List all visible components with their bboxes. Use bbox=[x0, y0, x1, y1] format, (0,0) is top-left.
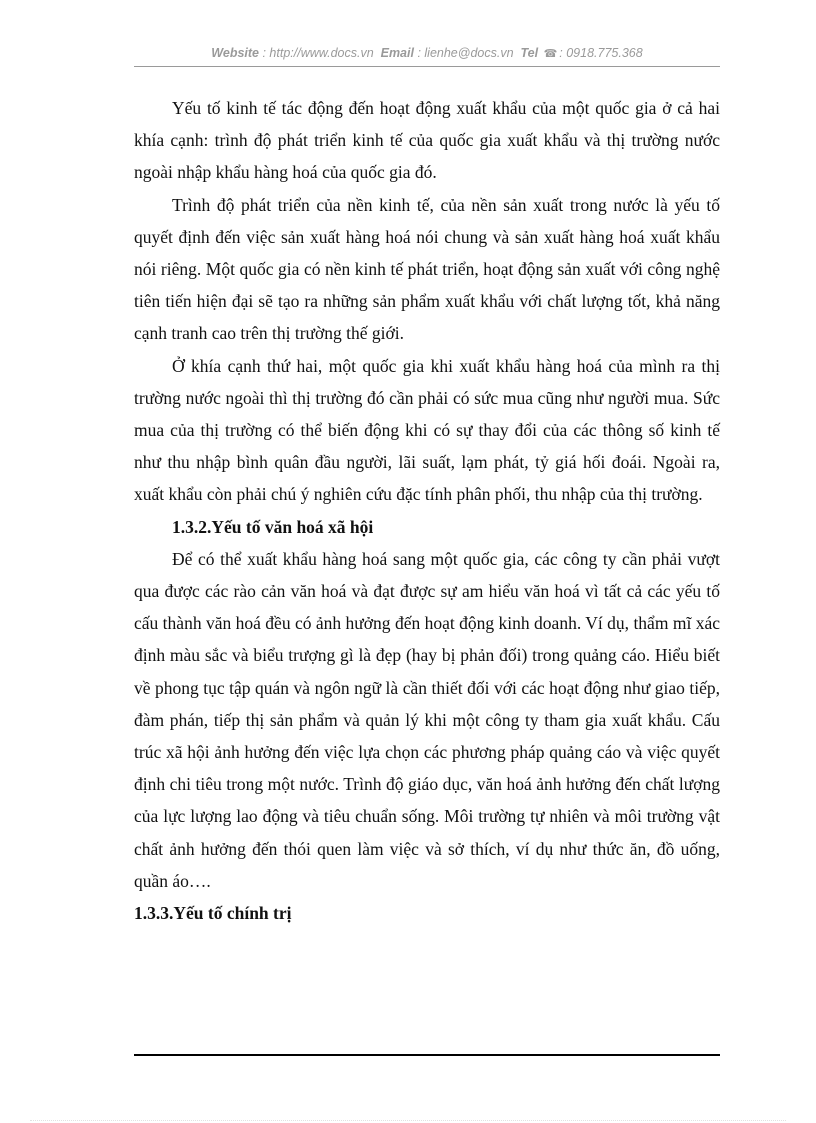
footer-divider bbox=[134, 1054, 720, 1056]
heading-cultural-social-factors: 1.3.2.Yếu tố văn hoá xã hội bbox=[172, 516, 374, 537]
heading-political-factors: 1.3.3.Yếu tố chính trị bbox=[134, 903, 292, 924]
website-value: : http://www.docs.vn bbox=[262, 46, 374, 60]
page-header bbox=[134, 46, 720, 66]
paragraph-economic-factors: Yếu tố kinh tế tác động đến hoạt động xuất khẩu của một quốc gia ở cả hai khía cạnh: trình độ phát triển kinh tế của quốc gia xuất khẩu và thị trường nước ngoài nhập khẩu hàng hoá của quốc gia đó. bbox=[134, 98, 720, 183]
paragraph-foreign-market: Ở khía cạnh thứ hai, một quốc gia khi xuất khẩu hàng hoá của mình ra thị trường nước ngoài thì thị trường đó cần phải có sức mua cũng như người mua. Sức mua của thị trường có thể biến động khi có sự thay đổi của các thông số kinh tế như thu nhập bình quân đầu người, lãi suất, lạm phát, tỷ giá hối đoái. Ngoài ra, xuất khẩu còn phải chú ý nghiên cứu đặc tính phân phối, thu nhập của thị trường. bbox=[134, 355, 720, 505]
email-label: Email bbox=[380, 46, 414, 60]
paragraph-development-level: Trình độ phát triển của nền kinh tế, của nền sản xuất trong nước là yếu tố quyết định đến việc sản xuất hàng hoá nói chung và sản xuất hàng hoá xuất khẩu nói riêng. Một quốc gia có nền kinh tế phát triển, hoạt động sản xuất với công nghệ tiên tiến hiện đại sẽ tạo ra những sản phẩm xuất khẩu với chất lượng tốt, khả năng cạnh tranh cao trên thị trường thế giới. bbox=[134, 194, 720, 344]
tel-label: Tel bbox=[520, 46, 539, 60]
email-value: : lienhe@docs.vn bbox=[417, 46, 514, 60]
tel-value: : 0918.775.368 bbox=[559, 46, 643, 60]
page-bottom-edge bbox=[30, 1120, 786, 1121]
phone-icon: ☎ bbox=[543, 48, 558, 60]
paragraph-cultural-barriers: Để có thể xuất khẩu hàng hoá sang một quốc gia, các công ty cần phải vượt qua được các rào cản văn hoá và đạt được sự am hiểu văn hoá vì tất cả các yếu tố cấu thành văn hoá đều có ảnh hưởng đến hoạt động kinh doanh. Ví dụ, thẩm mĩ xác định màu sắc và biểu trượng gì là đẹp (hay bị phản đối) trong quảng cáo. Hiểu biết về phong tục tập quán và ngôn ngữ là cần thiết đối với các hoạt động như giao tiếp, đàm phán, tiếp thị sản phẩm và quản lý khi một công ty tham gia xuất khẩu. Cấu trúc xã hội ảnh hưởng đến việc lựa chọn các phương pháp quảng cáo và việc quyết định chi tiêu trong một nước. Trình độ giáo dục, văn hoá ảnh hưởng đến chất lượng của lực lượng lao động và tiêu chuẩn sống. Môi trường tự nhiên và môi trường vật chất ảnh hưởng đến thói quen làm việc và sở thích, ví dụ như thức ăn, đồ uống, quần áo…. bbox=[134, 548, 720, 891]
document-body bbox=[134, 92, 720, 929]
header-divider bbox=[134, 66, 720, 67]
website-label: Website bbox=[211, 46, 259, 60]
